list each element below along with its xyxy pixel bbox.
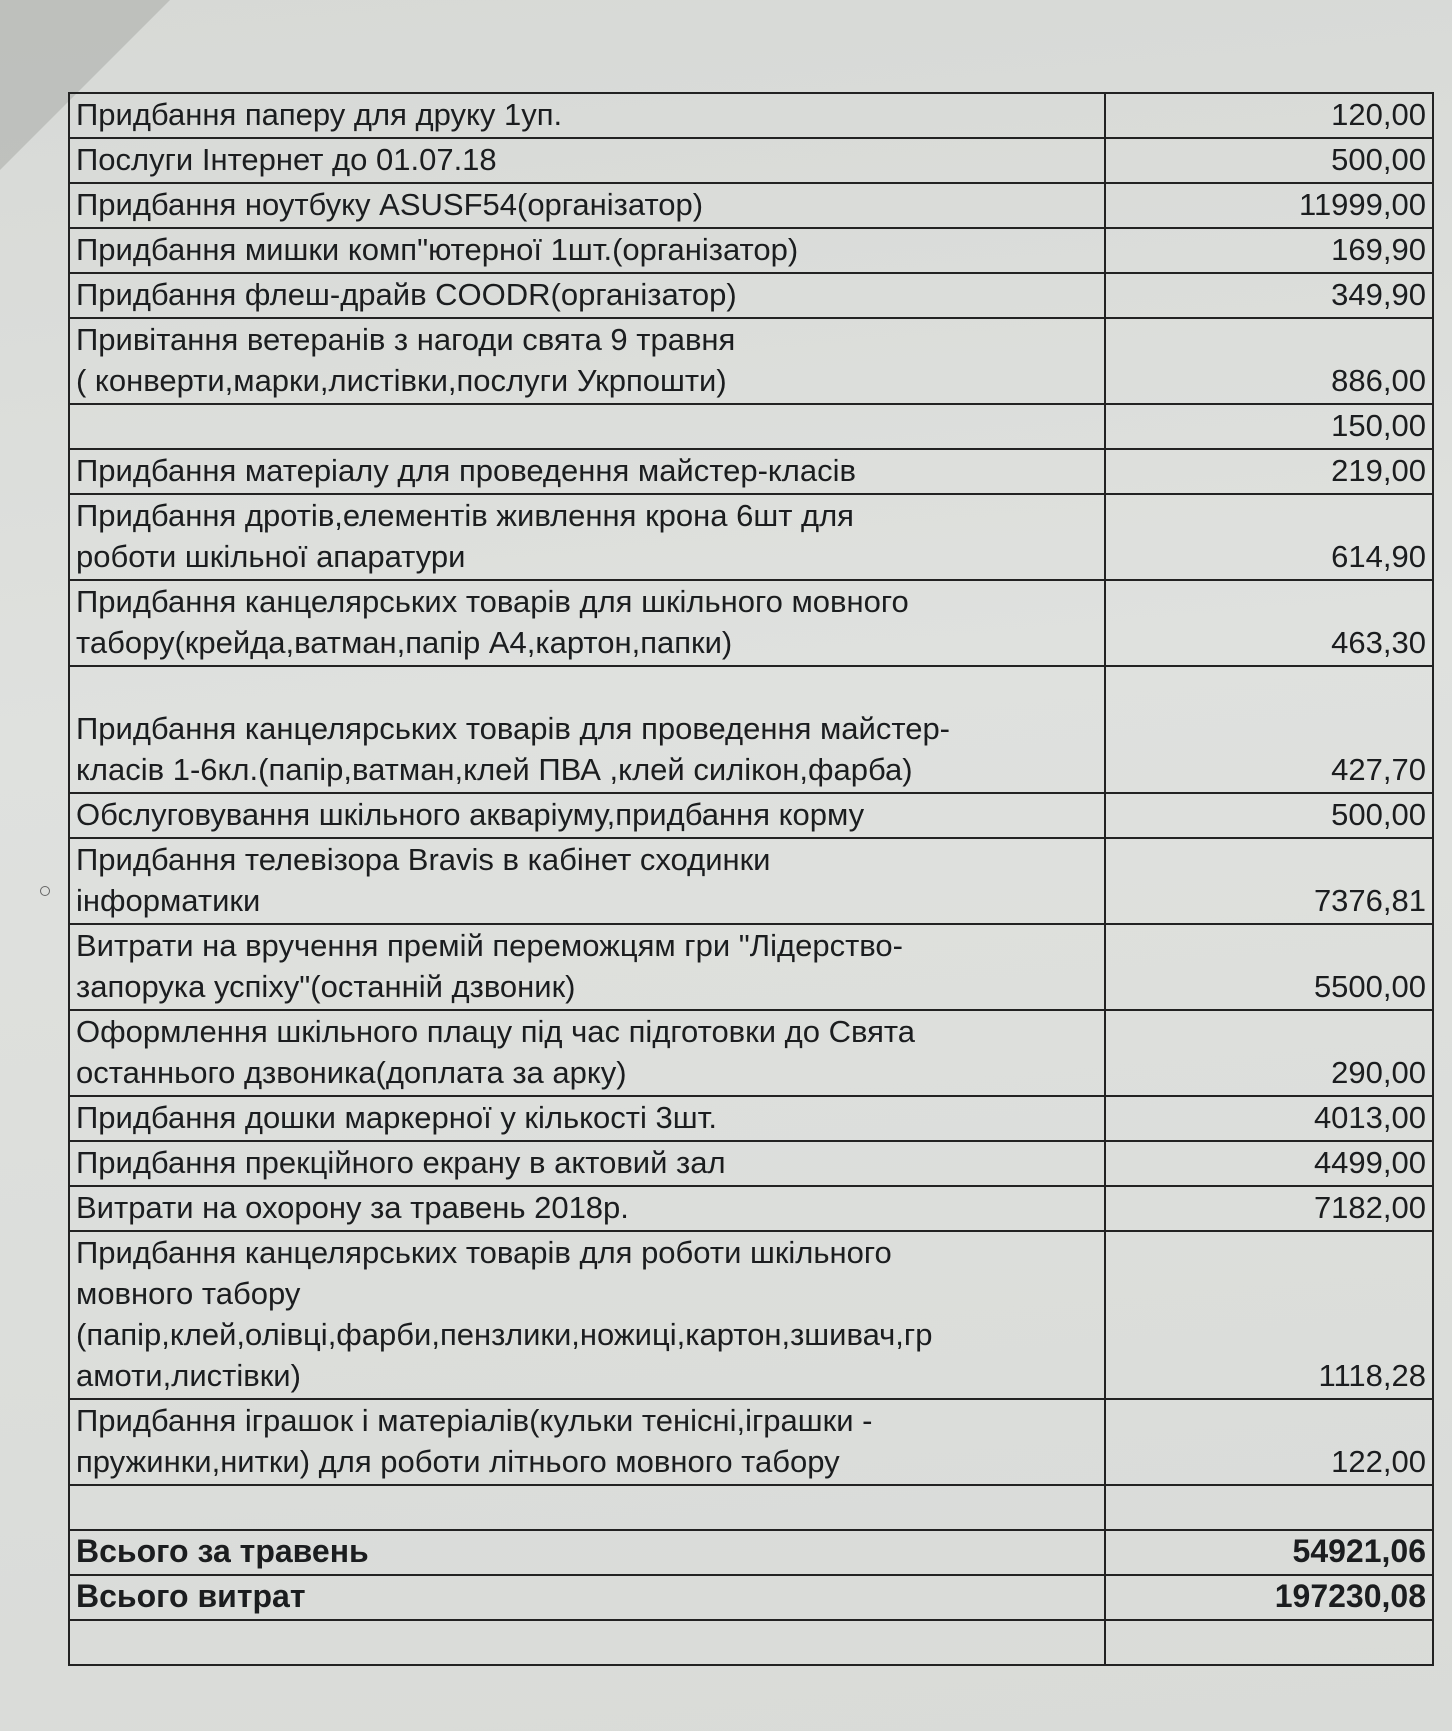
expense-description — [69, 404, 1105, 449]
total-all-row — [69, 1575, 1433, 1620]
expense-description: Витрати на вручення премій переможцям гри "Лідерство- запорука успіху"(останній дзвоник) — [69, 924, 1105, 1010]
expense-amount: 349,90 — [1105, 273, 1433, 318]
expense-amount: 290,00 — [1105, 1010, 1433, 1096]
expense-amount: 463,30 — [1105, 580, 1433, 666]
expense-description: Послуги Інтернет до 01.07.18 — [69, 138, 1105, 183]
expense-description: Придбання канцелярських товарів для проведення майстер- класів 1-6кл.(папір,ватман,клей ПВА ,клей силікон,фарба) — [69, 666, 1105, 793]
expenses-table-footer — [69, 1485, 1433, 1665]
expenses-table — [68, 92, 1434, 1666]
total-month-row — [69, 1530, 1433, 1575]
expense-row — [69, 273, 1433, 318]
expense-description: Придбання дротів,елементів живлення крона 6шт для роботи шкільної апаратури — [69, 494, 1105, 580]
total-all-amount: 197230,08 — [1105, 1575, 1433, 1620]
expense-description: Витрати на охорону за травень 2018р. — [69, 1186, 1105, 1231]
expense-description: Придбання мишки комп"ютерної 1шт.(організатор) — [69, 228, 1105, 273]
expense-amount: 122,00 — [1105, 1399, 1433, 1485]
expense-amount: 169,90 — [1105, 228, 1433, 273]
empty-row — [69, 1620, 1433, 1665]
expense-row — [69, 93, 1433, 138]
expense-amount: 5500,00 — [1105, 924, 1433, 1010]
total-month-amount: 54921,06 — [1105, 1530, 1433, 1575]
expense-row — [69, 404, 1433, 449]
expense-amount: 500,00 — [1105, 138, 1433, 183]
expense-description: Придбання паперу для друку 1уп. — [69, 93, 1105, 138]
expense-row — [69, 1399, 1433, 1485]
expense-row — [69, 666, 1433, 793]
expense-amount: 886,00 — [1105, 318, 1433, 404]
expense-amount: 4013,00 — [1105, 1096, 1433, 1141]
expense-description: Обслуговування шкільного акваріуму,придбання корму — [69, 793, 1105, 838]
expense-description: Придбання іграшок і матеріалів(кульки тенісні,іграшки - пружинки,нитки) для роботи літнього мовного табору — [69, 1399, 1105, 1485]
expense-description: Придбання флеш-драйв COODR(організатор) — [69, 273, 1105, 318]
expense-row — [69, 793, 1433, 838]
empty-cell — [1105, 1485, 1433, 1530]
expense-row — [69, 449, 1433, 494]
expense-description: Привітання ветеранів з нагоди свята 9 травня ( конверти,марки,листівки,послуги Укрпошти) — [69, 318, 1105, 404]
expense-row — [69, 228, 1433, 273]
expense-amount: 7182,00 — [1105, 1186, 1433, 1231]
expense-description: Придбання канцелярських товарів для шкільного мовного табору(крейда,ватман,папір А4,картон,папки) — [69, 580, 1105, 666]
expense-description: Придбання прекційного екрану в актовий зал — [69, 1141, 1105, 1186]
empty-cell — [1105, 1620, 1433, 1665]
expense-row — [69, 580, 1433, 666]
empty-row — [69, 1485, 1433, 1530]
expense-row — [69, 1141, 1433, 1186]
expense-description: Придбання дошки маркерної у кількості 3шт. — [69, 1096, 1105, 1141]
empty-cell — [69, 1620, 1105, 1665]
expense-row — [69, 138, 1433, 183]
expenses-table-body — [69, 93, 1433, 1485]
expense-row — [69, 494, 1433, 580]
expense-row — [69, 924, 1433, 1010]
expense-amount: 500,00 — [1105, 793, 1433, 838]
expense-row — [69, 183, 1433, 228]
expense-row — [69, 1231, 1433, 1399]
expense-row — [69, 318, 1433, 404]
expense-amount: 614,90 — [1105, 494, 1433, 580]
expense-description: Придбання телевізора Bravis в кабінет сходинки інформатики — [69, 838, 1105, 924]
expense-row — [69, 1096, 1433, 1141]
expense-description: Придбання канцелярських товарів для роботи шкільного мовного табору (папір,клей,олівці,фарби,пензлики,ножиці,картон,зшивач,гр амоти,листівки) — [69, 1231, 1105, 1399]
expense-amount: 219,00 — [1105, 449, 1433, 494]
expense-amount: 150,00 — [1105, 404, 1433, 449]
expense-amount: 7376,81 — [1105, 838, 1433, 924]
expense-amount: 120,00 — [1105, 93, 1433, 138]
total-month-label: Всього за травень — [69, 1530, 1105, 1575]
empty-cell — [69, 1485, 1105, 1530]
expense-description: Оформлення шкільного плацу під час підготовки до Свята останнього дзвоника(доплата за арку) — [69, 1010, 1105, 1096]
expense-row — [69, 838, 1433, 924]
total-all-label: Всього витрат — [69, 1575, 1105, 1620]
expense-row — [69, 1186, 1433, 1231]
expense-amount: 1118,28 — [1105, 1231, 1433, 1399]
expense-description: Придбання ноутбуку ASUSF54(організатор) — [69, 183, 1105, 228]
expense-amount: 4499,00 — [1105, 1141, 1433, 1186]
expense-amount: 427,70 — [1105, 666, 1433, 793]
expense-amount: 11999,00 — [1105, 183, 1433, 228]
expense-row — [69, 1010, 1433, 1096]
margin-mark — [40, 886, 50, 896]
expense-description: Придбання матеріалу для проведення майстер-класів — [69, 449, 1105, 494]
